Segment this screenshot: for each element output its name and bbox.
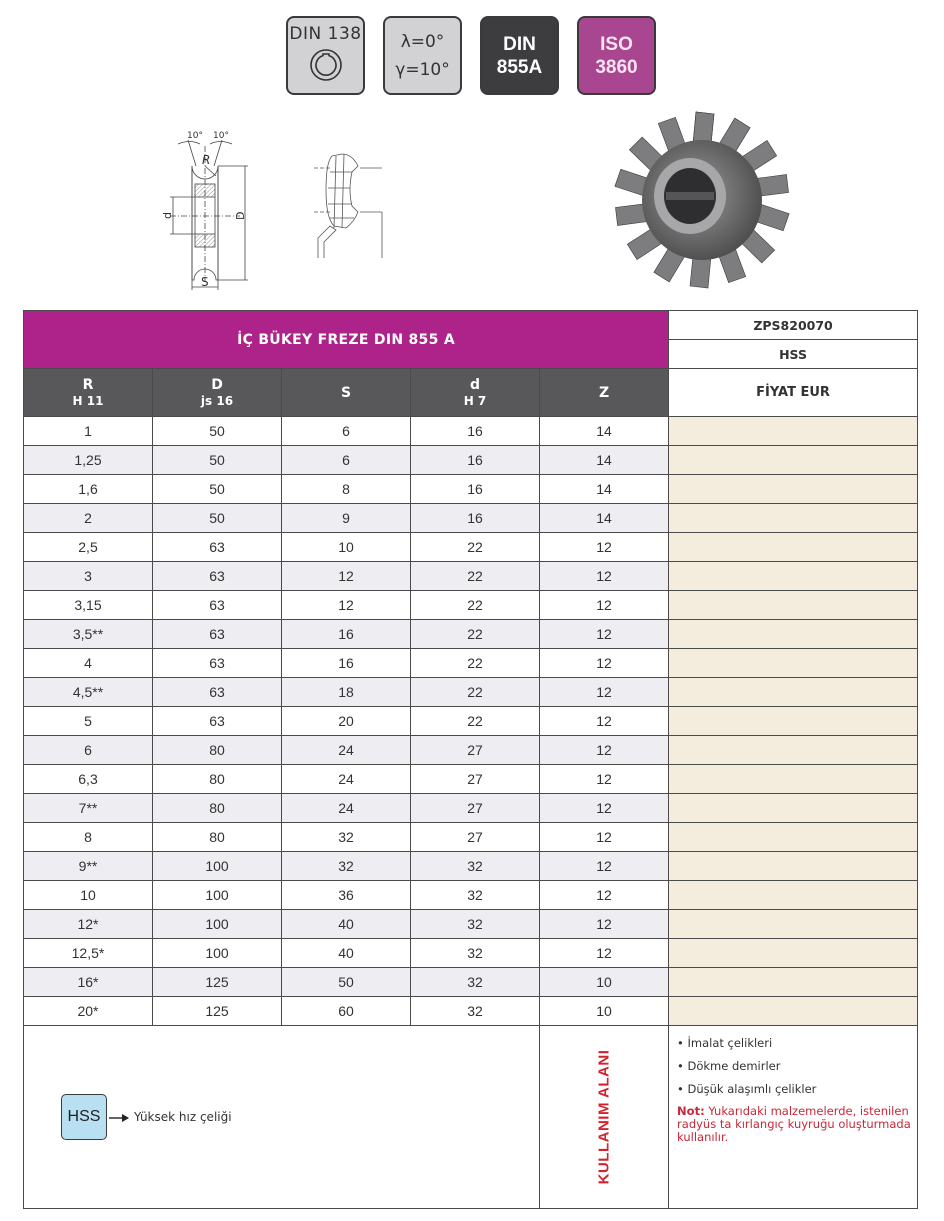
cell-r: 7** <box>24 794 153 823</box>
cell-r: 20* <box>24 997 153 1026</box>
cell-price[interactable] <box>669 446 918 475</box>
cell-r: 2 <box>24 504 153 533</box>
cell-d-bore: 32 <box>411 910 540 939</box>
cell-s: 32 <box>282 823 411 852</box>
column-header-z <box>540 369 669 417</box>
cell-s: 18 <box>282 678 411 707</box>
cell-price[interactable] <box>669 794 918 823</box>
cell-price[interactable] <box>669 533 918 562</box>
table-row <box>24 736 918 765</box>
cell-r: 2,5 <box>24 533 153 562</box>
column-r-tolerance: H 11 <box>72 393 104 408</box>
cell-s: 6 <box>282 446 411 475</box>
table-body <box>24 417 918 1026</box>
cell-d-outer: 80 <box>153 823 282 852</box>
usage-item: • İmalat çelikleri <box>677 1036 773 1050</box>
din855a-badge <box>480 16 559 95</box>
cell-d-outer: 63 <box>153 620 282 649</box>
cell-z: 10 <box>540 997 669 1026</box>
din855a-line1: DIN <box>503 33 536 55</box>
cell-r: 10 <box>24 881 153 910</box>
cell-d-outer: 80 <box>153 736 282 765</box>
cell-d-outer: 50 <box>153 504 282 533</box>
column-header-s <box>282 369 411 417</box>
column-d-outer-name: D <box>211 376 223 393</box>
cell-price[interactable] <box>669 823 918 852</box>
cell-price[interactable] <box>669 736 918 765</box>
angle-right-label: 10° <box>213 131 229 141</box>
cell-z: 12 <box>540 707 669 736</box>
cell-d-outer: 100 <box>153 881 282 910</box>
column-header-d-outer <box>153 369 282 417</box>
column-d-bore-name: d <box>469 376 481 393</box>
cell-price[interactable] <box>669 968 918 997</box>
cell-r: 4,5** <box>24 678 153 707</box>
cell-r: 1 <box>24 417 153 446</box>
table-row <box>24 620 918 649</box>
cell-d-bore: 16 <box>411 475 540 504</box>
cell-price[interactable] <box>669 852 918 881</box>
cell-z: 10 <box>540 968 669 997</box>
usage-label: KULLANIM ALANI <box>595 1049 613 1185</box>
product-code: ZPS820070 <box>669 311 918 340</box>
cell-d-outer: 80 <box>153 765 282 794</box>
cell-d-bore: 22 <box>411 707 540 736</box>
cell-d-outer: 63 <box>153 591 282 620</box>
cell-r: 3,5** <box>24 620 153 649</box>
cell-r: 12,5* <box>24 939 153 968</box>
cell-d-bore: 27 <box>411 823 540 852</box>
table-row <box>24 533 918 562</box>
cell-price[interactable] <box>669 881 918 910</box>
note-text: Yukarıdaki malzemelerde, istenilen radyüs ta kırlangıç kuyruğu oluşturmada kullanılır. <box>677 1104 911 1144</box>
gamma-angle: γ=10° <box>395 59 450 80</box>
column-r-name: R <box>82 376 94 393</box>
table-row <box>24 823 918 852</box>
cell-d-outer: 50 <box>153 446 282 475</box>
angle-left-label: 10° <box>187 131 203 141</box>
cell-d-outer: 125 <box>153 968 282 997</box>
cell-price[interactable] <box>669 591 918 620</box>
radius-label: R <box>202 153 211 167</box>
table-row <box>24 997 918 1026</box>
cell-s: 9 <box>282 504 411 533</box>
table-row <box>24 968 918 997</box>
iso3860-line2: 3860 <box>595 56 638 78</box>
cell-z: 12 <box>540 591 669 620</box>
iso3860-badge <box>577 16 656 95</box>
cell-d-bore: 32 <box>411 968 540 997</box>
cell-z: 12 <box>540 620 669 649</box>
cell-price[interactable] <box>669 504 918 533</box>
column-s-name: S <box>340 384 352 401</box>
cell-r: 16* <box>24 968 153 997</box>
cell-r: 3 <box>24 562 153 591</box>
cell-d-outer: 63 <box>153 533 282 562</box>
profile-drawing <box>312 142 402 272</box>
cell-z: 12 <box>540 736 669 765</box>
cell-s: 12 <box>282 591 411 620</box>
cell-d-outer: 80 <box>153 794 282 823</box>
cell-s: 24 <box>282 765 411 794</box>
table-row <box>24 562 918 591</box>
cell-d-outer: 100 <box>153 852 282 881</box>
table-row <box>24 591 918 620</box>
cell-r: 5 <box>24 707 153 736</box>
cell-d-bore: 32 <box>411 881 540 910</box>
usage-item: • Dökme demirler <box>677 1059 781 1073</box>
table-row <box>24 881 918 910</box>
cell-z: 12 <box>540 910 669 939</box>
usage-label-cell <box>540 1026 669 1209</box>
table-row <box>24 649 918 678</box>
cell-r: 6,3 <box>24 765 153 794</box>
table-row <box>24 707 918 736</box>
cell-z: 12 <box>540 562 669 591</box>
cell-z: 14 <box>540 475 669 504</box>
cell-d-bore: 27 <box>411 794 540 823</box>
cell-z: 12 <box>540 823 669 852</box>
cell-s: 40 <box>282 939 411 968</box>
usage-list <box>669 1026 918 1209</box>
cell-d-outer: 63 <box>153 562 282 591</box>
cell-d-bore: 16 <box>411 417 540 446</box>
lambda-angle: λ=0° <box>400 31 445 52</box>
cell-d-bore: 22 <box>411 678 540 707</box>
cell-s: 32 <box>282 852 411 881</box>
cell-s: 24 <box>282 736 411 765</box>
cell-d-outer: 50 <box>153 417 282 446</box>
cell-z: 12 <box>540 765 669 794</box>
cell-z: 12 <box>540 852 669 881</box>
cell-price[interactable] <box>669 417 918 446</box>
cell-s: 16 <box>282 620 411 649</box>
iso3860-line1: ISO <box>600 33 633 55</box>
angle-badge <box>383 16 462 95</box>
table-row <box>24 475 918 504</box>
cell-r: 1,25 <box>24 446 153 475</box>
table-row <box>24 910 918 939</box>
cell-d-outer: 63 <box>153 678 282 707</box>
material-label: HSS <box>669 340 918 369</box>
cell-price[interactable] <box>669 620 918 649</box>
cell-d-bore: 22 <box>411 562 540 591</box>
cell-s: 16 <box>282 649 411 678</box>
cell-d-bore: 27 <box>411 765 540 794</box>
cell-price[interactable] <box>669 765 918 794</box>
cell-s: 8 <box>282 475 411 504</box>
hss-badge: HSS <box>61 1094 107 1140</box>
cell-r: 4 <box>24 649 153 678</box>
cell-s: 36 <box>282 881 411 910</box>
column-header-d-bore <box>411 369 540 417</box>
cell-r: 6 <box>24 736 153 765</box>
table-row <box>24 504 918 533</box>
standard-badges <box>286 16 656 95</box>
cell-z: 14 <box>540 417 669 446</box>
cell-price[interactable] <box>669 707 918 736</box>
bore-label: d <box>161 212 174 219</box>
cell-z: 12 <box>540 939 669 968</box>
cell-z: 12 <box>540 649 669 678</box>
cell-z: 12 <box>540 794 669 823</box>
table-row <box>24 765 918 794</box>
cell-d-outer: 63 <box>153 707 282 736</box>
cell-r: 8 <box>24 823 153 852</box>
table-row <box>24 678 918 707</box>
table-title: İÇ BÜKEY FREZE DIN 855 A <box>24 311 669 369</box>
cell-price[interactable] <box>669 939 918 968</box>
cell-r: 1,6 <box>24 475 153 504</box>
cell-s: 12 <box>282 562 411 591</box>
diameter-label: D <box>234 211 247 220</box>
cell-d-bore: 32 <box>411 852 540 881</box>
cross-section-drawing <box>150 122 260 290</box>
column-header-price: FİYAT EUR <box>669 369 918 417</box>
cell-r: 12* <box>24 910 153 939</box>
cell-s: 10 <box>282 533 411 562</box>
cell-price[interactable] <box>669 678 918 707</box>
cell-z: 12 <box>540 678 669 707</box>
table-row <box>24 852 918 881</box>
arrow-right-icon <box>109 1114 129 1122</box>
usage-item: • Düşük alaşımlı çelikler <box>677 1082 817 1096</box>
cell-z: 12 <box>540 881 669 910</box>
column-d-bore-tolerance: H 7 <box>463 393 487 408</box>
cell-d-bore: 22 <box>411 649 540 678</box>
table-row <box>24 794 918 823</box>
cell-r: 3,15 <box>24 591 153 620</box>
din855a-line2: 855A <box>496 56 543 78</box>
din138-label: DIN 138 <box>289 24 362 44</box>
column-z-name: Z <box>598 384 610 401</box>
cell-z: 14 <box>540 504 669 533</box>
column-header-r <box>24 369 153 417</box>
cell-d-outer: 100 <box>153 910 282 939</box>
cell-s: 50 <box>282 968 411 997</box>
cell-d-bore: 22 <box>411 591 540 620</box>
cell-d-bore: 27 <box>411 736 540 765</box>
cell-d-bore: 32 <box>411 939 540 968</box>
keyway-bore-icon <box>308 47 344 83</box>
cell-d-outer: 63 <box>153 649 282 678</box>
product-table <box>23 310 918 1209</box>
table-row <box>24 939 918 968</box>
cell-z: 14 <box>540 446 669 475</box>
cell-d-bore: 16 <box>411 446 540 475</box>
cell-d-outer: 100 <box>153 939 282 968</box>
cell-s: 20 <box>282 707 411 736</box>
cell-price[interactable] <box>669 649 918 678</box>
width-label: S <box>201 275 209 289</box>
hss-meaning: Yüksek hız çeliği <box>134 1110 232 1124</box>
cell-d-bore: 32 <box>411 997 540 1026</box>
note-prefix: Not: <box>677 1104 705 1118</box>
cell-d-bore: 16 <box>411 504 540 533</box>
cell-d-outer: 125 <box>153 997 282 1026</box>
table-row <box>24 446 918 475</box>
cell-d-bore: 22 <box>411 533 540 562</box>
cell-s: 24 <box>282 794 411 823</box>
column-d-outer-tolerance: js 16 <box>200 393 234 408</box>
din138-badge <box>286 16 365 95</box>
cell-s: 40 <box>282 910 411 939</box>
usage-note <box>677 1105 911 1144</box>
table-row <box>24 417 918 446</box>
cell-z: 12 <box>540 533 669 562</box>
cell-s: 60 <box>282 997 411 1026</box>
cell-d-outer: 50 <box>153 475 282 504</box>
cell-d-bore: 22 <box>411 620 540 649</box>
cell-price[interactable] <box>669 562 918 591</box>
cell-s: 6 <box>282 417 411 446</box>
cell-price[interactable] <box>669 910 918 939</box>
cell-price[interactable] <box>669 997 918 1026</box>
cell-price[interactable] <box>669 475 918 504</box>
cell-r: 9** <box>24 852 153 881</box>
cutter-photo <box>610 108 800 293</box>
legend-cell <box>24 1026 540 1209</box>
